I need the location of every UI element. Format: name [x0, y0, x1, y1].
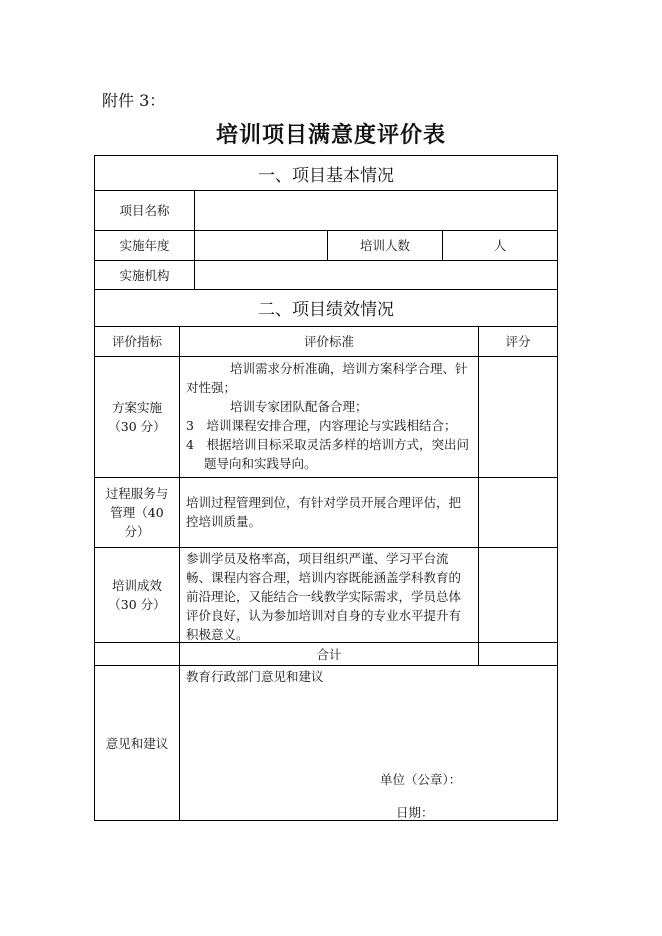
evaluation-table	[94, 155, 558, 821]
indicator-text: 分）	[124, 523, 150, 539]
col-standard: 评价标准	[303, 334, 354, 349]
trainees-unit: 人	[493, 238, 507, 253]
total-label: 合计	[316, 646, 342, 662]
opinion-date: 日期：	[396, 805, 434, 820]
attachment-label: 附件 3：	[102, 91, 166, 110]
indicator-process	[95, 477, 179, 547]
trainees-label: 培训人数	[359, 238, 410, 253]
project-name-field[interactable]	[195, 191, 557, 230]
org-label: 实施机构	[119, 267, 170, 283]
standard-item: 培训专家团队配备合理；	[230, 399, 368, 414]
indicator-text: 过程服务与	[105, 485, 169, 501]
standard-outcome	[180, 547, 478, 642]
standard-item: 4 根据培训目标采取灵活多样的培训方式，突出问题导向和实践导向。	[186, 437, 469, 471]
opinion-header: 教育行政部门意见和建议	[186, 669, 324, 684]
trainees-field[interactable]	[443, 230, 557, 260]
year-label: 实施年度	[119, 238, 170, 253]
org-field[interactable]	[195, 261, 557, 289]
indicator-text: （30 分）	[108, 596, 166, 612]
page-title: 培训项目满意度评价表	[215, 122, 446, 148]
score-field[interactable]	[479, 357, 557, 477]
indicator-text: （30 分）	[108, 418, 166, 434]
standard-item: 参训学员及格率高，项目组织严谨、学习平台流畅、课程内容合理，培训内容既能涵盖学科教育的前沿理论，又能结合一线教学实际需求，学员总体评价良好，认为参加培训对自身的专业水平提升有积极意义。	[186, 551, 462, 642]
opinion-label: 意见和建议	[105, 735, 169, 751]
score-field[interactable]	[479, 478, 557, 547]
standard-item: 培训过程管理到位，有针对学员开展合理评估，把控培训质量。	[186, 495, 462, 529]
standard-process	[180, 477, 478, 547]
indicator-text: 方案实施	[111, 399, 162, 415]
section1-heading: 一、项目基本情况	[258, 165, 394, 186]
opinion-field[interactable]	[180, 665, 557, 820]
total-score-field[interactable]	[479, 643, 557, 665]
score-field[interactable]	[479, 548, 557, 642]
section2-heading: 二、项目绩效情况	[258, 300, 394, 320]
standard-item: 3 培训课程安排合理，内容理论与实践相结合；	[186, 418, 457, 433]
indicator-text: 管理（40	[110, 504, 164, 520]
year-field[interactable]	[195, 231, 327, 260]
standard-item: 培训需求分析准确，培训方案科学合理、针对性强；	[186, 361, 468, 395]
standard-plan	[180, 356, 478, 477]
indicator-text: 培训成效	[111, 577, 162, 593]
indicator-plan	[95, 356, 179, 477]
indicator-outcome	[95, 547, 179, 642]
col-indicator: 评价指标	[111, 334, 162, 349]
project-name-label: 项目名称	[119, 203, 170, 218]
col-score: 评分	[505, 334, 531, 349]
opinion-unit: 单位（公章）：	[380, 772, 462, 787]
